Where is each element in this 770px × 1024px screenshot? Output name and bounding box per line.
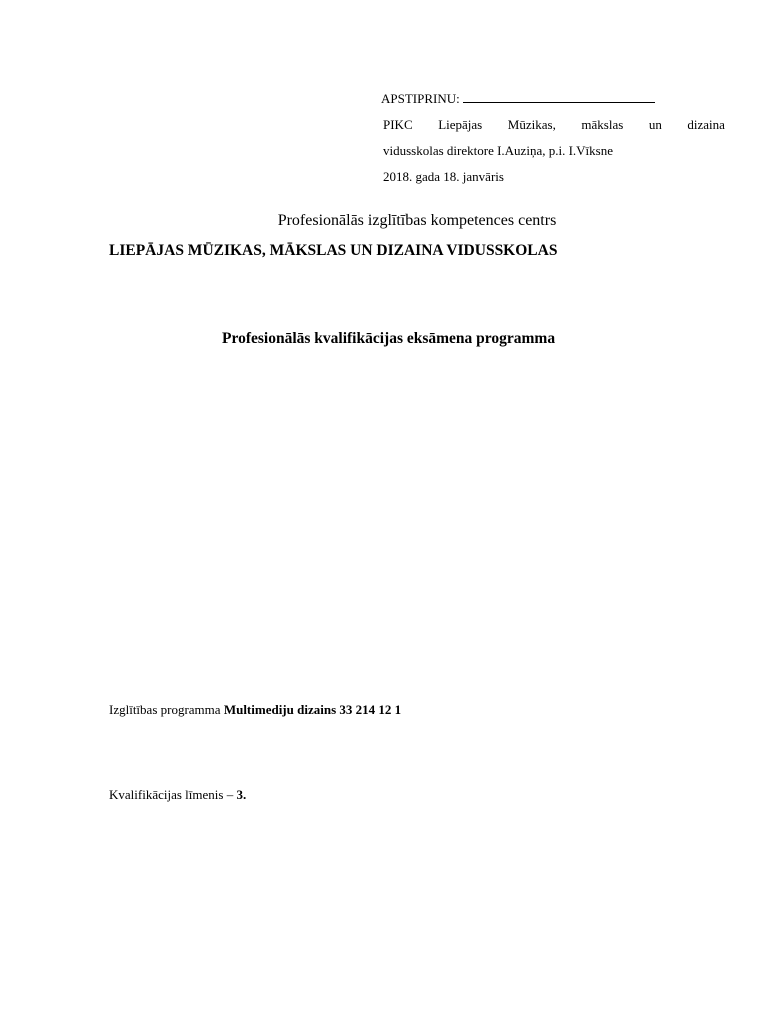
approval-org-line [383,112,725,138]
approval-director-line: vidusskolas direktore I.Auziņa, p.i. I.Vīksne [383,143,613,158]
approval-word: un [648,117,662,132]
approval-date: 2018. gada 18. janvāris [383,169,504,184]
program-line [109,702,401,718]
approval-block [383,86,725,190]
approval-word: Liepājas [438,117,483,132]
school-name: LIEPĀJAS MŪZIKAS, MĀKSLAS UN DIZAINA VIDUSSKOLAS [109,242,558,259]
document-title: Profesionālās kvalifikācijas eksāmena programma [222,330,556,347]
approval-word: Mūzikas, [507,117,556,132]
approval-word: mākslas [581,117,624,132]
qualification-value: 3. [236,787,247,802]
program-label: Izglītības programma [109,702,224,717]
qualification-label: Kvalifikācijas līmenis – [109,787,237,802]
signature-line [463,88,655,103]
qualification-line [109,787,246,803]
subtitle: Profesionālās izglītības kompetences centrs [277,212,557,229]
program-name: Multimediju dizains 33 214 12 1 [223,702,402,717]
approval-word: dizaina [687,117,725,132]
approval-label: APSTIPRINU: [381,91,460,106]
approval-line [381,86,725,112]
approval-word: PIKC [383,117,413,132]
